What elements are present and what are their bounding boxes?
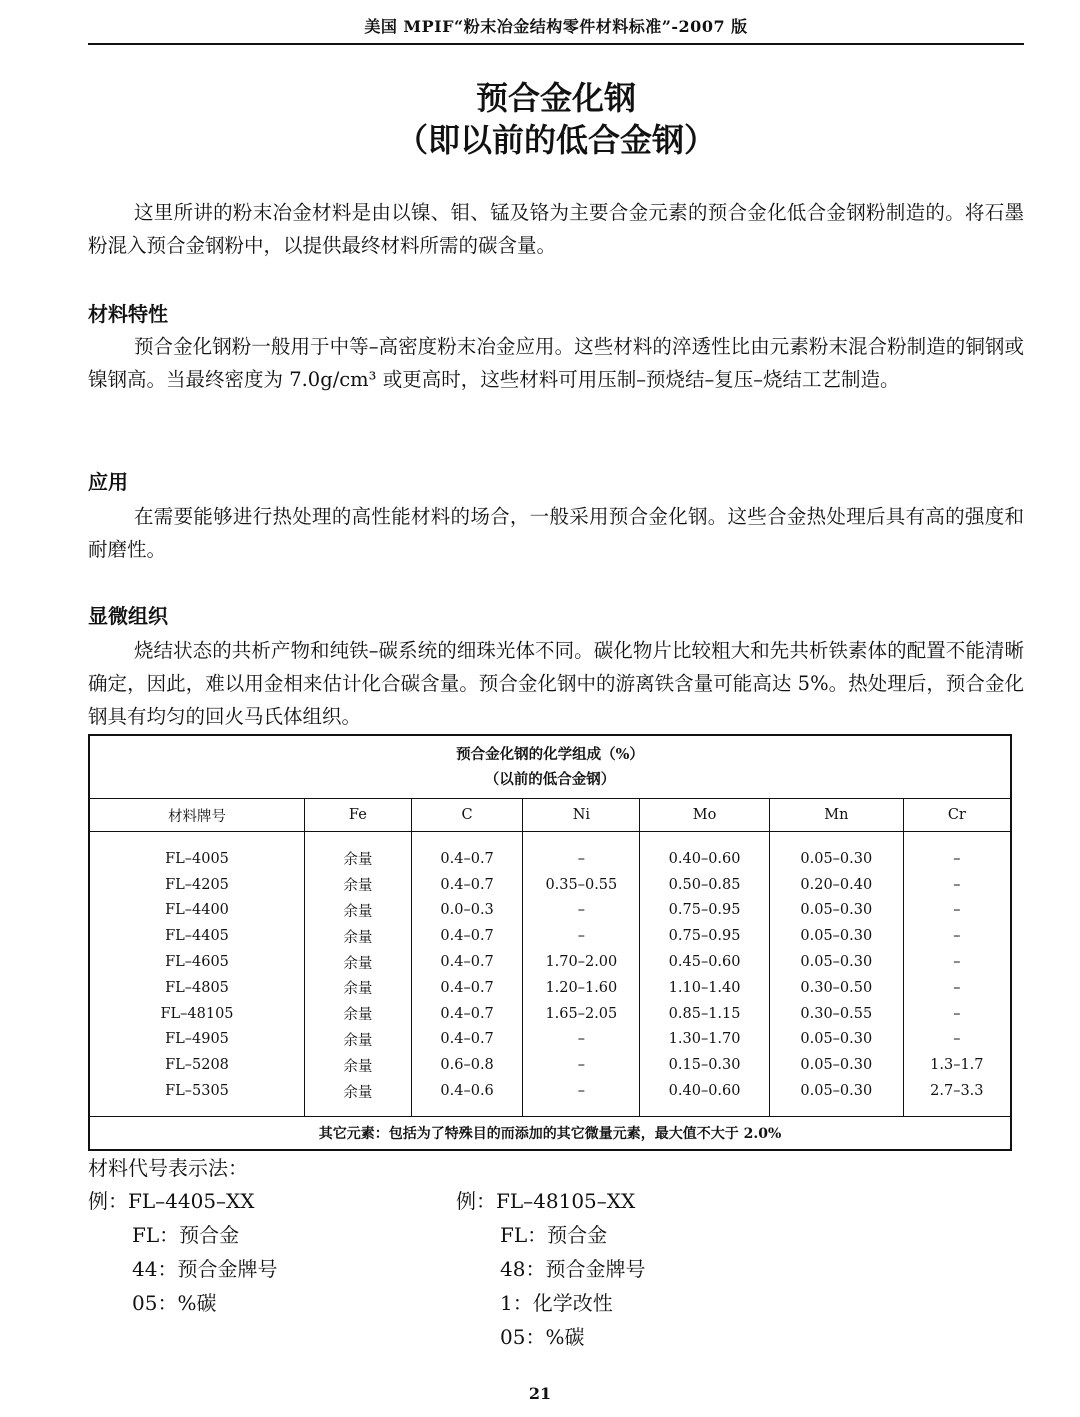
intro-paragraph: 这里所讲的粉末冶金材料是由以镍、钼、锰及铬为主要合金元素的预合金化低合金钢粉制造的。将石墨粉混入预合金钢粉中，以提供最终材料所需的碳含量。 bbox=[88, 201, 1024, 257]
example-code: 例：FL–48105–XX bbox=[456, 1189, 636, 1213]
table-row bbox=[89, 923, 1011, 949]
cell-ni: – bbox=[523, 898, 640, 924]
table-body bbox=[89, 832, 1011, 1117]
cell-grade: FL–5208 bbox=[89, 1052, 304, 1078]
cell-grade: FL–48105 bbox=[89, 1001, 304, 1027]
cell-fe: 余量 bbox=[304, 1078, 411, 1116]
cell-mo: 0.40–0.60 bbox=[640, 832, 770, 872]
cell-mo: 0.75–0.95 bbox=[640, 923, 770, 949]
section-heading-properties: 材料特性 bbox=[88, 302, 168, 326]
cell-fe: 余量 bbox=[304, 923, 411, 949]
cell-cr: – bbox=[903, 872, 1011, 898]
cell-mo: 0.75–0.95 bbox=[640, 898, 770, 924]
cell-ni: – bbox=[523, 1027, 640, 1053]
cell-mo: 0.40–0.60 bbox=[640, 1078, 770, 1116]
cell-cr: 2.7–3.3 bbox=[903, 1078, 1011, 1116]
cell-ni: – bbox=[523, 1052, 640, 1078]
section-text-microstructure: 烧结状态的共析产物和纯铁–碳系统的细珠光体不同。碳化物片比较粗大和先共析铁素体的配置不能清晰确定，因此，难以用金相来估计化合碳含量。预合金化钢中的游离铁含量可能高达 5%。热处理后，预合金化钢具有均匀的回火马氏体组织。 bbox=[88, 639, 1024, 728]
designation-example-left bbox=[88, 1184, 277, 1320]
cell-c: 0.4–0.7 bbox=[411, 1027, 523, 1053]
cell-grade: FL–4005 bbox=[89, 832, 304, 872]
section-heading-applications: 应用 bbox=[88, 470, 128, 494]
header-fe: Fe bbox=[304, 799, 411, 832]
cell-c: 0.4–0.7 bbox=[411, 975, 523, 1001]
section-text-properties: 预合金化钢粉一般用于中等–高密度粉末冶金应用。这些材料的淬透性比由元素粉末混合粉制造的铜钢或镍钢高。当最终密度为 7.0g/cm³ 或更高时，这些材料可用压制–预烧结–复压–烧结工艺制造。 bbox=[88, 335, 1024, 391]
example-line: 05：%碳 bbox=[500, 1325, 585, 1349]
header-grade: 材料牌号 bbox=[89, 799, 304, 832]
cell-ni: – bbox=[523, 832, 640, 872]
cell-fe: 余量 bbox=[304, 975, 411, 1001]
cell-cr: – bbox=[903, 1027, 1011, 1053]
table-row bbox=[89, 1078, 1011, 1116]
cell-cr: 1.3–1.7 bbox=[903, 1052, 1011, 1078]
cell-fe: 余量 bbox=[304, 1001, 411, 1027]
cell-grade: FL–5305 bbox=[89, 1078, 304, 1116]
table-row bbox=[89, 1052, 1011, 1078]
example-line: 48：预合金牌号 bbox=[500, 1257, 646, 1281]
example-line: FL：预合金 bbox=[132, 1223, 240, 1247]
table-footnote: 其它元素：包括为了特殊目的而添加的其它微量元素，最大值不大于 2.0% bbox=[89, 1116, 1011, 1150]
cell-grade: FL–4605 bbox=[89, 949, 304, 975]
table-caption bbox=[89, 735, 1011, 799]
cell-cr: – bbox=[903, 923, 1011, 949]
cell-ni: 0.35–0.55 bbox=[523, 872, 640, 898]
cell-cr: – bbox=[903, 898, 1011, 924]
running-header: 美国 MPIF“粉末冶金结构零件材料标准”-2007 版 bbox=[88, 14, 1024, 45]
cell-mn: 0.30–0.50 bbox=[769, 975, 903, 1001]
cell-c: 0.0–0.3 bbox=[411, 898, 523, 924]
designation-example-right bbox=[456, 1184, 645, 1354]
cell-fe: 余量 bbox=[304, 898, 411, 924]
section-heading-microstructure: 显微组织 bbox=[88, 604, 168, 628]
cell-ni: 1.65–2.05 bbox=[523, 1001, 640, 1027]
cell-mo: 1.30–1.70 bbox=[640, 1027, 770, 1053]
page-number: 21 bbox=[528, 1384, 552, 1403]
cell-mn: 0.05–0.30 bbox=[769, 1078, 903, 1116]
cell-mn: 0.20–0.40 bbox=[769, 872, 903, 898]
header-cr: Cr bbox=[903, 799, 1011, 832]
cell-fe: 余量 bbox=[304, 1027, 411, 1053]
header-c: C bbox=[411, 799, 523, 832]
cell-grade: FL–4400 bbox=[89, 898, 304, 924]
cell-mo: 0.45–0.60 bbox=[640, 949, 770, 975]
designation-legend-title: 材料代号表示法： bbox=[88, 1156, 248, 1180]
table-row bbox=[89, 1027, 1011, 1053]
example-line: 44：预合金牌号 bbox=[132, 1257, 278, 1281]
table-row bbox=[89, 898, 1011, 924]
cell-grade: FL–4905 bbox=[89, 1027, 304, 1053]
section-text-applications: 在需要能够进行热处理的高性能材料的场合，一般采用预合金化钢。这些合金热处理后具有高的强度和耐磨性。 bbox=[88, 505, 1024, 561]
cell-cr: – bbox=[903, 1001, 1011, 1027]
table-header-row bbox=[89, 799, 1011, 832]
table-row bbox=[89, 872, 1011, 898]
cell-c: 0.6–0.8 bbox=[411, 1052, 523, 1078]
cell-mn: 0.05–0.30 bbox=[769, 1027, 903, 1053]
cell-fe: 余量 bbox=[304, 949, 411, 975]
cell-fe: 余量 bbox=[304, 1052, 411, 1078]
cell-c: 0.4–0.6 bbox=[411, 1078, 523, 1116]
cell-mo: 0.15–0.30 bbox=[640, 1052, 770, 1078]
header-mn: Mn bbox=[769, 799, 903, 832]
cell-mn: 0.05–0.30 bbox=[769, 898, 903, 924]
composition-table bbox=[88, 734, 1012, 1151]
page-title: 预合金化钢 bbox=[475, 79, 636, 117]
table-row bbox=[89, 1001, 1011, 1027]
header-mo: Mo bbox=[640, 799, 770, 832]
cell-fe: 余量 bbox=[304, 872, 411, 898]
cell-c: 0.4–0.7 bbox=[411, 872, 523, 898]
example-line: FL：预合金 bbox=[500, 1223, 608, 1247]
table-footnote-row bbox=[89, 1116, 1011, 1150]
example-line: 05：%碳 bbox=[132, 1291, 217, 1315]
cell-ni: – bbox=[523, 1078, 640, 1116]
cell-c: 0.4–0.7 bbox=[411, 923, 523, 949]
cell-c: 0.4–0.7 bbox=[411, 1001, 523, 1027]
cell-grade: FL–4205 bbox=[89, 872, 304, 898]
cell-mo: 0.50–0.85 bbox=[640, 872, 770, 898]
cell-mn: 0.05–0.30 bbox=[769, 832, 903, 872]
cell-grade: FL–4805 bbox=[89, 975, 304, 1001]
table-row bbox=[89, 975, 1011, 1001]
cell-ni: – bbox=[523, 923, 640, 949]
cell-grade: FL–4405 bbox=[89, 923, 304, 949]
cell-cr: – bbox=[903, 832, 1011, 872]
cell-fe: 余量 bbox=[304, 832, 411, 872]
cell-c: 0.4–0.7 bbox=[411, 832, 523, 872]
header-ni: Ni bbox=[523, 799, 640, 832]
table-caption-line1: 预合金化钢的化学组成（%） bbox=[456, 746, 644, 763]
cell-ni: 1.70–2.00 bbox=[523, 949, 640, 975]
table-row bbox=[89, 949, 1011, 975]
table-row bbox=[89, 832, 1011, 872]
cell-c: 0.4–0.7 bbox=[411, 949, 523, 975]
table-caption-line2: （以前的低合金钢） bbox=[484, 771, 616, 788]
cell-mo: 1.10–1.40 bbox=[640, 975, 770, 1001]
cell-mn: 0.30–0.55 bbox=[769, 1001, 903, 1027]
example-code: 例：FL–4405–XX bbox=[88, 1189, 255, 1213]
table-caption-row bbox=[89, 735, 1011, 799]
page-subtitle: （即以前的低合金钢） bbox=[395, 121, 716, 159]
cell-ni: 1.20–1.60 bbox=[523, 975, 640, 1001]
cell-mn: 0.05–0.30 bbox=[769, 1052, 903, 1078]
cell-mo: 0.85–1.15 bbox=[640, 1001, 770, 1027]
cell-mn: 0.05–0.30 bbox=[769, 949, 903, 975]
cell-cr: – bbox=[903, 975, 1011, 1001]
cell-cr: – bbox=[903, 949, 1011, 975]
cell-mn: 0.05–0.30 bbox=[769, 923, 903, 949]
example-line: 1：化学改性 bbox=[500, 1291, 613, 1315]
